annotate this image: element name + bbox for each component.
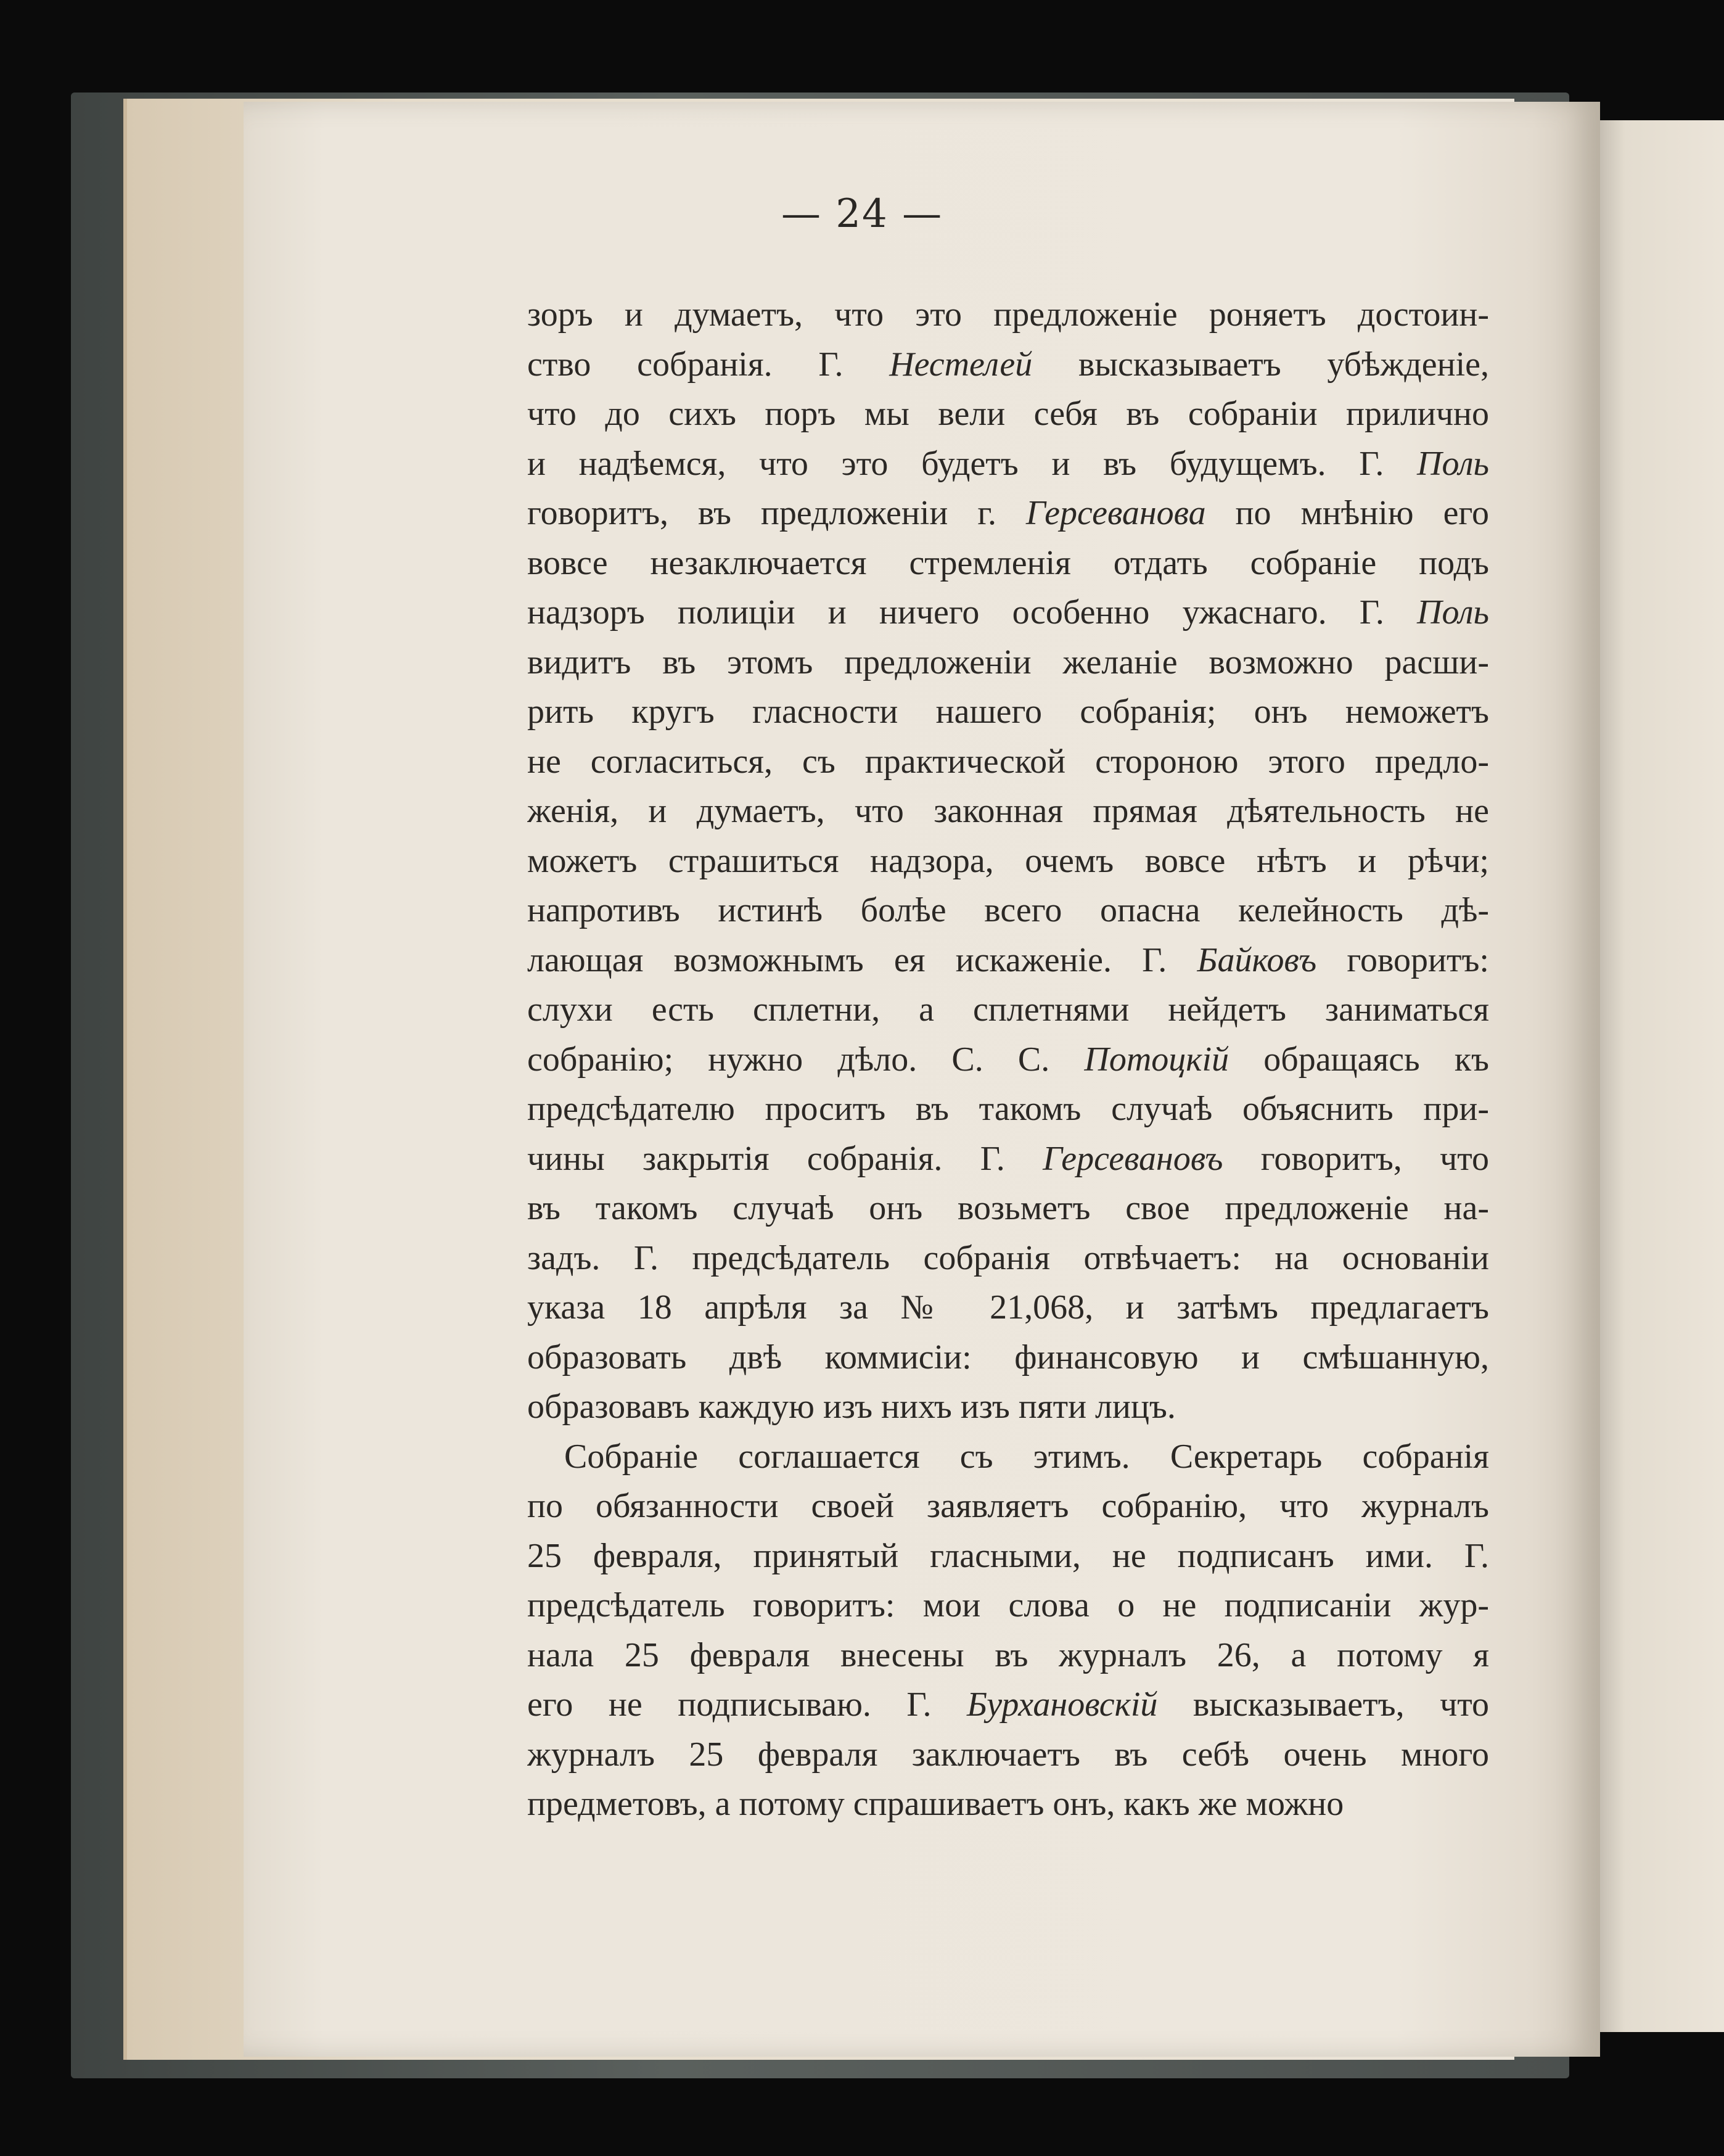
text-line: напротивъ истинѣ болѣе всего опасна келейность дѣ- xyxy=(527,891,1489,929)
text-line: образовавъ каждую изъ нихъ изъ пяти лицъ. xyxy=(527,1388,1176,1426)
text-line: видитъ въ этомъ предложенiи желанiе возможно расши- xyxy=(527,643,1489,681)
text-line: образовать двѣ коммисiи: финансовую и смѣшанную, xyxy=(527,1338,1489,1376)
facing-page-edge xyxy=(1590,120,1724,2032)
person-name: Герсевановъ xyxy=(1043,1139,1223,1178)
page-number: — 24 — xyxy=(781,191,943,237)
person-name: Поль xyxy=(1417,444,1489,483)
person-name: Бурхановскiй xyxy=(966,1685,1158,1724)
text-line: зоръ и думаетъ, что это предложенiе роняетъ достоин- xyxy=(527,295,1489,334)
text-line: чины закрытiя собранiя. Г. Герсевановъ говоритъ, что xyxy=(527,1139,1489,1178)
person-name: Байковъ xyxy=(1197,940,1317,979)
body-text xyxy=(527,290,1489,1829)
text-line: по обязанности своей заявляетъ собранiю, что журналъ xyxy=(527,1487,1489,1525)
text-line: можетъ страшиться надзора, очемъ вовсе нѣтъ и рѣчи; xyxy=(527,841,1489,880)
text-line: Собранiе соглашается съ этимъ. Секретарь собранiя xyxy=(564,1437,1489,1476)
text-line: указа 18 апрѣля за № 21,068, и затѣмъ предлагаетъ xyxy=(527,1288,1489,1327)
text-line: рить кругъ гласности нашего собранiя; онъ неможетъ xyxy=(527,693,1489,731)
text-line: задъ. Г. предсѣдатель собранiя отвѣчаетъ: на основанiи xyxy=(527,1238,1489,1277)
text-line: журналъ 25 февраля заключаетъ въ себѣ очень много xyxy=(527,1735,1489,1774)
text-line: предметовъ, а потому спрашиваетъ онъ, какъ же можно xyxy=(527,1785,1344,1823)
text-line: предсѣдателю проситъ въ такомъ случаѣ объяснить при- xyxy=(527,1090,1489,1128)
person-name: Нестелей xyxy=(889,345,1033,384)
text-line: говоритъ, въ предложенiи г. Герсеванова по мнѣнiю его xyxy=(527,494,1489,532)
text-line: нала 25 февраля внесены въ журналъ 26, а потому я xyxy=(527,1636,1489,1674)
text-line: не согласиться, съ практической стороною этого предло- xyxy=(527,742,1489,781)
person-name: Поль xyxy=(1417,593,1489,632)
text-line: 25 февраля, принятый гласными, не подписанъ ими. Г. xyxy=(527,1536,1489,1575)
text-line: вовсе незаключается стремленiя отдать собранiе подъ xyxy=(527,543,1489,582)
text-line: слухи есть сплетни, а сплетнями нейдетъ заниматься xyxy=(527,990,1489,1029)
person-name: Герсеванова xyxy=(1025,494,1206,532)
person-name: Потоцкiй xyxy=(1084,1040,1229,1079)
text-line: и надѣемся, что это будетъ и въ будущемъ. Г. Поль xyxy=(527,444,1489,483)
text-line: надзоръ полицiи и ничего особенно ужаснаго. Г. Поль xyxy=(527,593,1489,632)
text-line: женiя, и думаетъ, что законная прямая дѣятельность не xyxy=(527,792,1489,830)
text-line: ство собранiя. Г. Нестелей высказываетъ убѣжденiе, xyxy=(527,345,1489,384)
text-line: лающая возможнымъ ея искаженiе. Г. Байковъ говоритъ: xyxy=(527,940,1489,979)
text-line: его не подписываю. Г. Бурхановскiй высказываетъ, что xyxy=(527,1685,1489,1724)
text-line: что до сихъ поръ мы вели себя въ собранiи прилично xyxy=(527,395,1489,433)
text-line: предсѣдатель говоритъ: мои слова о не подписанiи жур- xyxy=(527,1586,1489,1624)
text-line: въ такомъ случаѣ онъ возьметъ свое предложенiе на- xyxy=(527,1189,1489,1227)
text-line: собранiю; нужно дѣло. С. С. Потоцкiй обращаясь къ xyxy=(527,1040,1489,1079)
